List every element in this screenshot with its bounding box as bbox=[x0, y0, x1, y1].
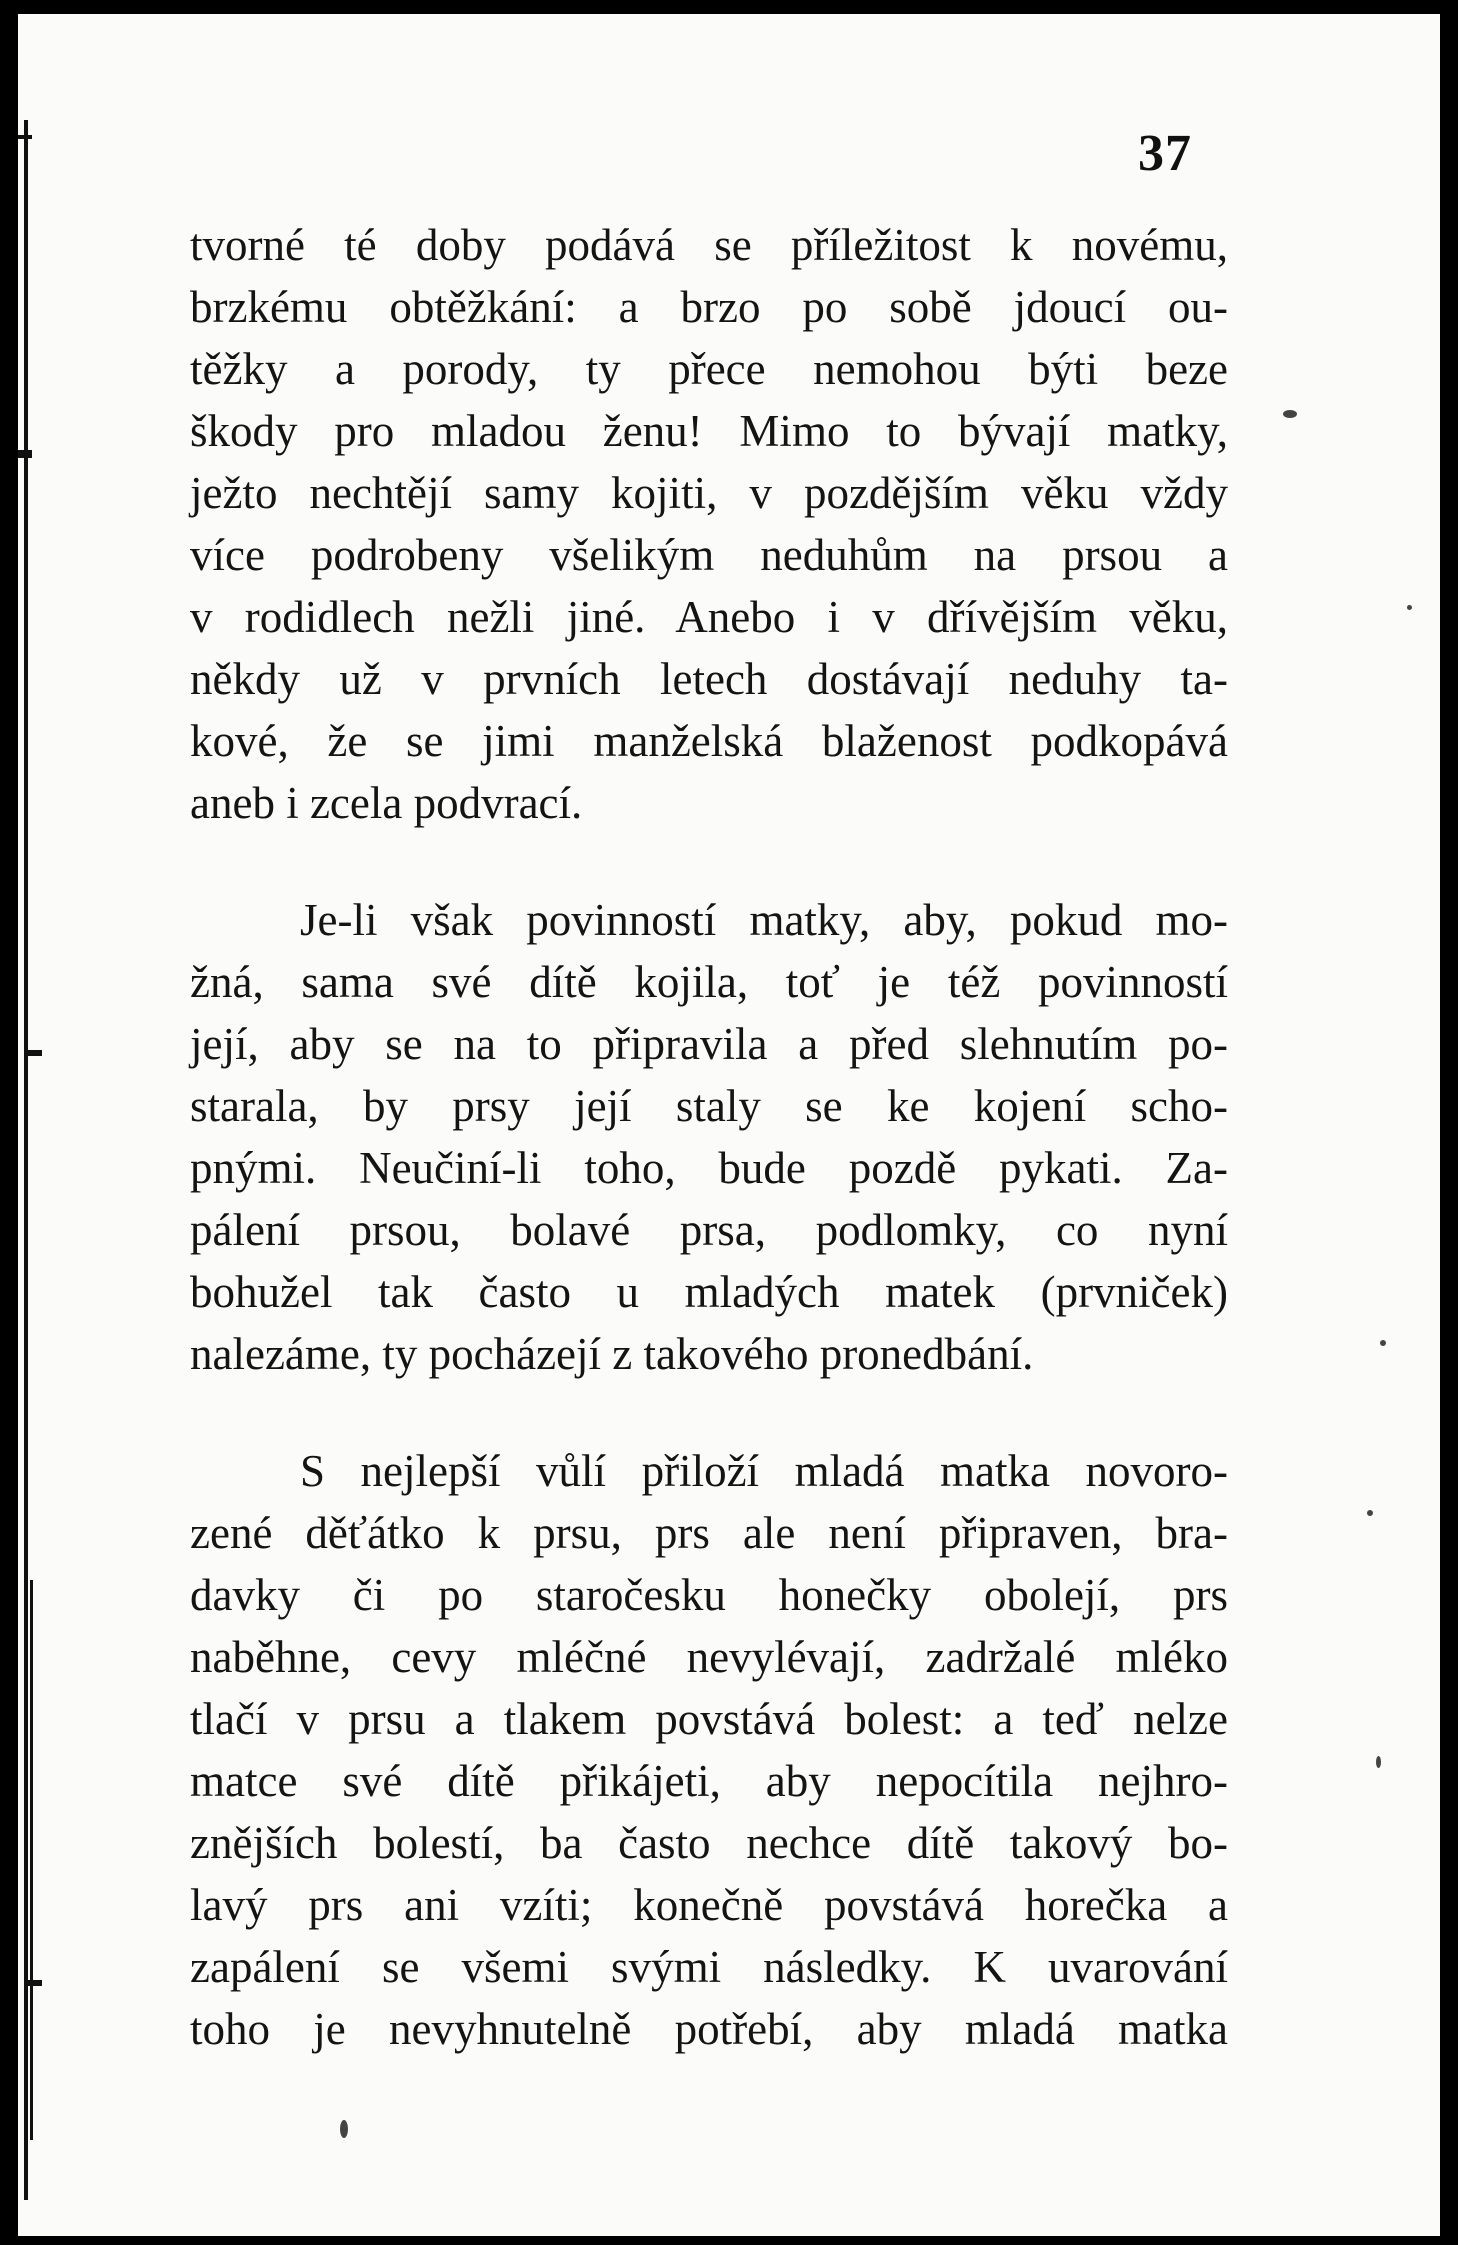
text-line: žná, sama své dítě kojila, toť je též povinností bbox=[190, 957, 1228, 1007]
text-line: kové, že se jimi manželská blaženost podkopává bbox=[190, 716, 1228, 766]
text-line: ježto nechtějí samy kojiti, v pozdějším věku vždy bbox=[190, 468, 1228, 518]
text-line: naběhne, cevy mléčné nevylévají, zadržalé mléko bbox=[190, 1632, 1228, 1682]
print-speck bbox=[1367, 1510, 1373, 1516]
text-line: toho je nevyhnutelně potřebí, aby mladá matka bbox=[190, 2004, 1228, 2054]
edge-mark bbox=[24, 1050, 42, 1056]
text-line: davky či po staročesku honečky obolejí, prs bbox=[190, 1570, 1228, 1620]
text-line: v rodidlech nežli jiné. Anebo i v dřívějším věku, bbox=[190, 592, 1228, 642]
print-speck bbox=[1376, 1756, 1381, 1768]
text-line: pálení prsou, bolavé prsa, podlomky, co nyní bbox=[190, 1205, 1228, 1255]
text-line: S nejlepší vůlí přiloží mladá matka novoro- bbox=[300, 1446, 1228, 1496]
text-line: nalezáme, ty pocházejí z takového pronedbání. bbox=[190, 1329, 1034, 1379]
text-line: zapálení se všemi svými následky. K uvarování bbox=[190, 1942, 1228, 1992]
binding-edge-line bbox=[30, 1580, 33, 2140]
print-speck bbox=[1407, 605, 1412, 610]
text-line: znějších bolestí, ba často nechce dítě takový bo- bbox=[190, 1818, 1228, 1868]
page-number: 37 bbox=[1138, 125, 1192, 182]
text-line: matce své dítě přikájeti, aby nepocítila nejhro- bbox=[190, 1756, 1228, 1806]
text-line: tlačí v prsu a tlakem povstává bolest: a teď nelze bbox=[190, 1694, 1228, 1744]
text-line: lavý prs ani vzíti; konečně povstává horečka a bbox=[190, 1880, 1228, 1930]
edge-mark bbox=[18, 135, 32, 139]
text-line: škody pro mladou ženu! Mimo to bývají matky, bbox=[190, 406, 1228, 456]
print-speck bbox=[340, 2120, 348, 2138]
text-line: tvorné té doby podává se příležitost k novému, bbox=[190, 220, 1228, 270]
edge-mark bbox=[26, 1980, 42, 1986]
text-line: Je-li však povinností matky, aby, pokud mo- bbox=[300, 895, 1228, 945]
text-line: starala, by prsy její staly se ke kojení scho- bbox=[190, 1081, 1228, 1131]
paragraph-2 bbox=[190, 889, 1228, 1385]
text-line: zené děťátko k prsu, prs ale není připraven, bra- bbox=[190, 1508, 1228, 1558]
text-line: někdy už v prvních letech dostávají neduhy ta- bbox=[190, 654, 1228, 704]
text-line: brzkému obtěžkání: a brzo po sobě jdoucí ou- bbox=[190, 282, 1228, 332]
text-line: aneb i zcela podvrací. bbox=[190, 778, 583, 828]
edge-mark bbox=[18, 450, 32, 458]
binding-edge-line bbox=[24, 120, 28, 2200]
text-line: její, aby se na to připravila a před slehnutím po- bbox=[190, 1019, 1228, 1069]
text-line: více podrobeny všelikým neduhům na prsou a bbox=[190, 530, 1228, 580]
print-speck bbox=[1283, 410, 1297, 418]
body-text bbox=[190, 214, 1228, 2115]
book-page bbox=[18, 14, 1440, 2236]
paragraph-3 bbox=[190, 1440, 1228, 2060]
text-line: pnými. Neučiní-li toho, bude pozdě pykati. Za- bbox=[190, 1143, 1228, 1193]
print-speck bbox=[1380, 1340, 1386, 1346]
text-line: těžky a porody, ty přece nemohou býti beze bbox=[190, 344, 1228, 394]
text-line: bohužel tak často u mladých matek (prvniček) bbox=[190, 1267, 1228, 1317]
paragraph-1 bbox=[190, 214, 1228, 834]
